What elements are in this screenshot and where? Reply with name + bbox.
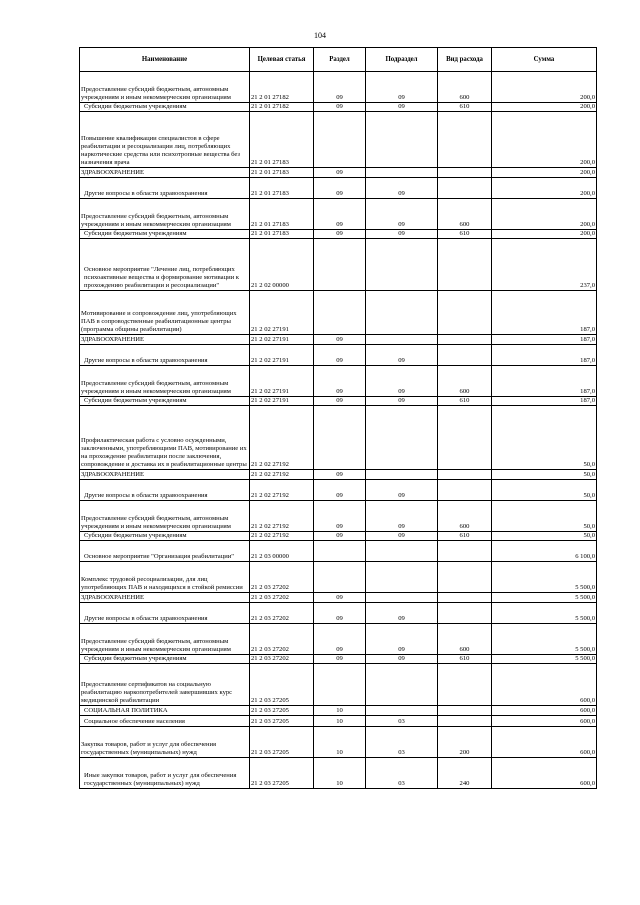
- row-amount-cell: 237,0: [492, 239, 597, 291]
- table-row: [80, 72, 597, 103]
- row-subsection-cell: [366, 664, 438, 706]
- row-section-cell: 09: [314, 397, 366, 406]
- row-section-cell: 09: [314, 335, 366, 345]
- row-section-cell: 09: [314, 345, 366, 366]
- row-name-cell: Предоставление субсидий бюджетным, автономным учреждениям и иным некоммерческим организациям: [80, 72, 250, 103]
- row-name-cell: Другие вопросы в области здравоохранения: [80, 178, 250, 199]
- row-amount-cell: 5 500,0: [492, 624, 597, 655]
- row-expense-type-cell: 200: [438, 727, 492, 758]
- row-subsection-cell: [366, 168, 438, 178]
- row-name-cell: Субсидии бюджетным учреждениям: [80, 655, 250, 664]
- table-row: [80, 664, 597, 706]
- row-name-cell: Предоставление сертификатов на социальную реабилитацию наркопотребителей завершивших курс медицинской реабилитации: [80, 664, 250, 706]
- row-section-cell: [314, 291, 366, 335]
- row-name-cell: Профилактическая работа с условно осужденными, заключенными, употребляющими ПАВ, мотивирование их на прохождение реабилитации после заключения, сопровождение и доставка их в реабилитационные центры: [80, 406, 250, 470]
- row-target-article-cell: 21 2 03 27202: [250, 593, 314, 603]
- row-section-cell: [314, 239, 366, 291]
- row-amount-cell: 50,0: [492, 480, 597, 501]
- table-row: [80, 335, 597, 345]
- row-expense-type-cell: [438, 562, 492, 593]
- row-name-cell: Основное мероприятие "Организация реабилитации": [80, 541, 250, 562]
- row-name-cell: Комплекс трудовой ресоциализации, для лиц употребляющих ПАВ и находящихся в стойкой ремиссии: [80, 562, 250, 593]
- table-row: [80, 562, 597, 593]
- header-name: Наименование: [80, 48, 250, 72]
- row-section-cell: 09: [314, 480, 366, 501]
- row-target-article-cell: 21 2 01 27182: [250, 103, 314, 112]
- table-row: [80, 168, 597, 178]
- row-amount-cell: 200,0: [492, 168, 597, 178]
- table-row: [80, 230, 597, 239]
- header-amount: Сумма: [492, 48, 597, 72]
- row-expense-type-cell: [438, 664, 492, 706]
- row-name-cell: Социальное обеспечение населения: [80, 716, 250, 727]
- row-section-cell: 09: [314, 72, 366, 103]
- table-body: [80, 72, 597, 789]
- row-section-cell: 09: [314, 470, 366, 480]
- row-target-article-cell: 21 2 02 27192: [250, 532, 314, 541]
- table-row: [80, 624, 597, 655]
- row-subsection-cell: [366, 112, 438, 168]
- row-section-cell: 09: [314, 603, 366, 624]
- row-target-article-cell: 21 2 01 27183: [250, 199, 314, 230]
- row-subsection-cell: [366, 291, 438, 335]
- row-name-cell: ЗДРАВООХРАНЕНИЕ: [80, 470, 250, 480]
- row-section-cell: 09: [314, 168, 366, 178]
- row-name-cell: Иные закупки товаров, работ и услуг для обеспечения государственных (муниципальных) нужд: [80, 758, 250, 789]
- row-expense-type-cell: [438, 345, 492, 366]
- row-expense-type-cell: [438, 480, 492, 501]
- row-amount-cell: 50,0: [492, 532, 597, 541]
- row-subsection-cell: 09: [366, 199, 438, 230]
- row-expense-type-cell: 600: [438, 366, 492, 397]
- table-row: [80, 758, 597, 789]
- row-subsection-cell: 09: [366, 345, 438, 366]
- row-expense-type-cell: [438, 335, 492, 345]
- row-expense-type-cell: 600: [438, 624, 492, 655]
- row-section-cell: 10: [314, 727, 366, 758]
- row-target-article-cell: 21 2 01 27183: [250, 168, 314, 178]
- row-expense-type-cell: 600: [438, 501, 492, 532]
- row-name-cell: СОЦИАЛЬНАЯ ПОЛИТИКА: [80, 706, 250, 716]
- row-expense-type-cell: 240: [438, 758, 492, 789]
- row-target-article-cell: 21 2 02 00000: [250, 239, 314, 291]
- row-amount-cell: 187,0: [492, 335, 597, 345]
- row-target-article-cell: 21 2 03 27202: [250, 562, 314, 593]
- row-target-article-cell: 21 2 03 27205: [250, 727, 314, 758]
- row-name-cell: Субсидии бюджетным учреждениям: [80, 532, 250, 541]
- row-expense-type-cell: 600: [438, 72, 492, 103]
- row-section-cell: 09: [314, 624, 366, 655]
- row-amount-cell: 200,0: [492, 178, 597, 199]
- row-target-article-cell: 21 2 02 27192: [250, 501, 314, 532]
- table-header-row: [80, 48, 597, 72]
- row-section-cell: 10: [314, 758, 366, 789]
- row-subsection-cell: [366, 239, 438, 291]
- row-name-cell: Предоставление субсидий бюджетным, автономным учреждениям и иным некоммерческим организациям: [80, 501, 250, 532]
- table-row: [80, 239, 597, 291]
- row-target-article-cell: 21 2 02 27191: [250, 291, 314, 335]
- table-row: [80, 532, 597, 541]
- row-subsection-cell: [366, 541, 438, 562]
- row-subsection-cell: 09: [366, 72, 438, 103]
- row-amount-cell: 5 500,0: [492, 603, 597, 624]
- row-amount-cell: 200,0: [492, 230, 597, 239]
- row-expense-type-cell: [438, 239, 492, 291]
- row-expense-type-cell: [438, 291, 492, 335]
- row-section-cell: 09: [314, 230, 366, 239]
- row-amount-cell: 600,0: [492, 758, 597, 789]
- row-name-cell: Другие вопросы в области здравоохранения: [80, 480, 250, 501]
- row-section-cell: [314, 664, 366, 706]
- row-amount-cell: 187,0: [492, 397, 597, 406]
- row-target-article-cell: 21 2 03 27205: [250, 664, 314, 706]
- table-row: [80, 501, 597, 532]
- row-subsection-cell: 09: [366, 532, 438, 541]
- row-subsection-cell: 09: [366, 501, 438, 532]
- row-target-article-cell: 21 2 03 27202: [250, 624, 314, 655]
- table-row: [80, 480, 597, 501]
- row-section-cell: [314, 541, 366, 562]
- table-row: [80, 103, 597, 112]
- row-target-article-cell: 21 2 03 27202: [250, 603, 314, 624]
- row-target-article-cell: 21 2 03 27202: [250, 655, 314, 664]
- row-amount-cell: 50,0: [492, 501, 597, 532]
- row-subsection-cell: 09: [366, 397, 438, 406]
- row-name-cell: ЗДРАВООХРАНЕНИЕ: [80, 593, 250, 603]
- row-section-cell: 09: [314, 655, 366, 664]
- row-amount-cell: 200,0: [492, 103, 597, 112]
- row-target-article-cell: 21 2 01 27183: [250, 178, 314, 199]
- row-section-cell: 09: [314, 366, 366, 397]
- row-subsection-cell: 09: [366, 603, 438, 624]
- row-section-cell: [314, 406, 366, 470]
- row-section-cell: 09: [314, 178, 366, 199]
- table-row: [80, 406, 597, 470]
- table-row: [80, 397, 597, 406]
- row-subsection-cell: 03: [366, 758, 438, 789]
- row-name-cell: Предоставление субсидий бюджетным, автономным учреждениям и иным некоммерческим организациям: [80, 366, 250, 397]
- row-target-article-cell: 21 2 03 27205: [250, 758, 314, 789]
- row-section-cell: 09: [314, 103, 366, 112]
- row-expense-type-cell: [438, 406, 492, 470]
- row-target-article-cell: 21 2 01 27183: [250, 230, 314, 239]
- table-row: [80, 706, 597, 716]
- row-target-article-cell: 21 2 01 27182: [250, 72, 314, 103]
- row-section-cell: 10: [314, 706, 366, 716]
- header-target-article: Целевая статья: [250, 48, 314, 72]
- row-subsection-cell: 03: [366, 727, 438, 758]
- row-section-cell: 09: [314, 199, 366, 230]
- row-expense-type-cell: [438, 168, 492, 178]
- row-section-cell: [314, 562, 366, 593]
- row-target-article-cell: 21 2 02 27192: [250, 406, 314, 470]
- row-section-cell: 09: [314, 532, 366, 541]
- row-expense-type-cell: [438, 470, 492, 480]
- row-amount-cell: 5 500,0: [492, 593, 597, 603]
- table-row: [80, 112, 597, 168]
- row-name-cell: Повышение квалификации специалистов в сфере реабилитации и ресоциализации лиц, потребляющих наркотические средства или психотропные вещества без назначения врача: [80, 112, 250, 168]
- row-name-cell: Другие вопросы в области здравоохранения: [80, 603, 250, 624]
- row-target-article-cell: 21 2 02 27191: [250, 335, 314, 345]
- table-row: [80, 470, 597, 480]
- row-amount-cell: 200,0: [492, 72, 597, 103]
- row-subsection-cell: [366, 562, 438, 593]
- row-expense-type-cell: [438, 593, 492, 603]
- row-amount-cell: 5 500,0: [492, 655, 597, 664]
- row-name-cell: Закупка товаров, работ и услуг для обеспечения государственных (муниципальных) нужд: [80, 727, 250, 758]
- row-subsection-cell: 09: [366, 178, 438, 199]
- row-expense-type-cell: 610: [438, 230, 492, 239]
- table-row: [80, 716, 597, 727]
- row-subsection-cell: 09: [366, 480, 438, 501]
- row-subsection-cell: [366, 706, 438, 716]
- row-expense-type-cell: [438, 716, 492, 727]
- row-subsection-cell: [366, 406, 438, 470]
- row-name-cell: Другие вопросы в области здравоохранения: [80, 345, 250, 366]
- row-name-cell: ЗДРАВООХРАНЕНИЕ: [80, 168, 250, 178]
- budget-table: [79, 47, 597, 789]
- row-amount-cell: 200,0: [492, 199, 597, 230]
- table-row: [80, 199, 597, 230]
- page-number: 104: [314, 31, 326, 40]
- row-expense-type-cell: [438, 706, 492, 716]
- row-amount-cell: 5 500,0: [492, 562, 597, 593]
- row-subsection-cell: [366, 470, 438, 480]
- row-target-article-cell: 21 2 02 27191: [250, 397, 314, 406]
- row-section-cell: [314, 112, 366, 168]
- row-target-article-cell: 21 2 03 00000: [250, 541, 314, 562]
- header-subsection: Подраздел: [366, 48, 438, 72]
- row-amount-cell: 187,0: [492, 291, 597, 335]
- table-row: [80, 178, 597, 199]
- row-amount-cell: 50,0: [492, 470, 597, 480]
- row-target-article-cell: 21 2 03 27205: [250, 706, 314, 716]
- row-section-cell: 10: [314, 716, 366, 727]
- row-target-article-cell: 21 2 02 27191: [250, 366, 314, 397]
- table-row: [80, 727, 597, 758]
- row-expense-type-cell: 610: [438, 532, 492, 541]
- row-amount-cell: 200,0: [492, 112, 597, 168]
- row-subsection-cell: 09: [366, 624, 438, 655]
- row-section-cell: 09: [314, 501, 366, 532]
- row-subsection-cell: [366, 593, 438, 603]
- row-name-cell: Мотивирование и сопровождение лиц, употребляющих ПАВ в сопроводственные реабилитационные центры (программа общины реабилитации): [80, 291, 250, 335]
- row-amount-cell: 600,0: [492, 716, 597, 727]
- row-section-cell: 09: [314, 593, 366, 603]
- row-expense-type-cell: [438, 178, 492, 199]
- row-amount-cell: 600,0: [492, 706, 597, 716]
- table-row: [80, 655, 597, 664]
- table-row: [80, 603, 597, 624]
- row-expense-type-cell: [438, 112, 492, 168]
- row-subsection-cell: 03: [366, 716, 438, 727]
- row-expense-type-cell: 610: [438, 655, 492, 664]
- table-row: [80, 366, 597, 397]
- table-row: [80, 291, 597, 335]
- row-name-cell: Субсидии бюджетным учреждениям: [80, 230, 250, 239]
- row-subsection-cell: 09: [366, 366, 438, 397]
- row-name-cell: Предоставление субсидий бюджетным, автономным учреждениям и иным некоммерческим организациям: [80, 624, 250, 655]
- row-expense-type-cell: 610: [438, 397, 492, 406]
- row-amount-cell: 6 100,0: [492, 541, 597, 562]
- table-row: [80, 541, 597, 562]
- row-target-article-cell: 21 2 02 27191: [250, 345, 314, 366]
- header-expense-type: Вид расхода: [438, 48, 492, 72]
- row-amount-cell: 187,0: [492, 366, 597, 397]
- row-amount-cell: 50,0: [492, 406, 597, 470]
- row-target-article-cell: 21 2 01 27183: [250, 112, 314, 168]
- row-subsection-cell: 09: [366, 103, 438, 112]
- row-name-cell: Основное мероприятие "Лечение лиц, потребляющих психоактивные вещества и формирование мотивации к прохождению реабилитации и ресоциализации": [80, 239, 250, 291]
- row-expense-type-cell: 600: [438, 199, 492, 230]
- row-subsection-cell: [366, 335, 438, 345]
- row-target-article-cell: 21 2 02 27192: [250, 480, 314, 501]
- row-name-cell: Предоставление субсидий бюджетным, автономным учреждениям и иным некоммерческим организациям: [80, 199, 250, 230]
- row-target-article-cell: 21 2 03 27205: [250, 716, 314, 727]
- header-section: Раздел: [314, 48, 366, 72]
- row-amount-cell: 600,0: [492, 664, 597, 706]
- row-subsection-cell: 09: [366, 230, 438, 239]
- row-subsection-cell: 09: [366, 655, 438, 664]
- row-amount-cell: 187,0: [492, 345, 597, 366]
- row-amount-cell: 600,0: [492, 727, 597, 758]
- row-expense-type-cell: [438, 603, 492, 624]
- row-name-cell: Субсидии бюджетным учреждениям: [80, 397, 250, 406]
- row-target-article-cell: 21 2 02 27192: [250, 470, 314, 480]
- row-expense-type-cell: 610: [438, 103, 492, 112]
- table-row: [80, 593, 597, 603]
- row-expense-type-cell: [438, 541, 492, 562]
- row-name-cell: Субсидии бюджетным учреждениям: [80, 103, 250, 112]
- row-name-cell: ЗДРАВООХРАНЕНИЕ: [80, 335, 250, 345]
- table-row: [80, 345, 597, 366]
